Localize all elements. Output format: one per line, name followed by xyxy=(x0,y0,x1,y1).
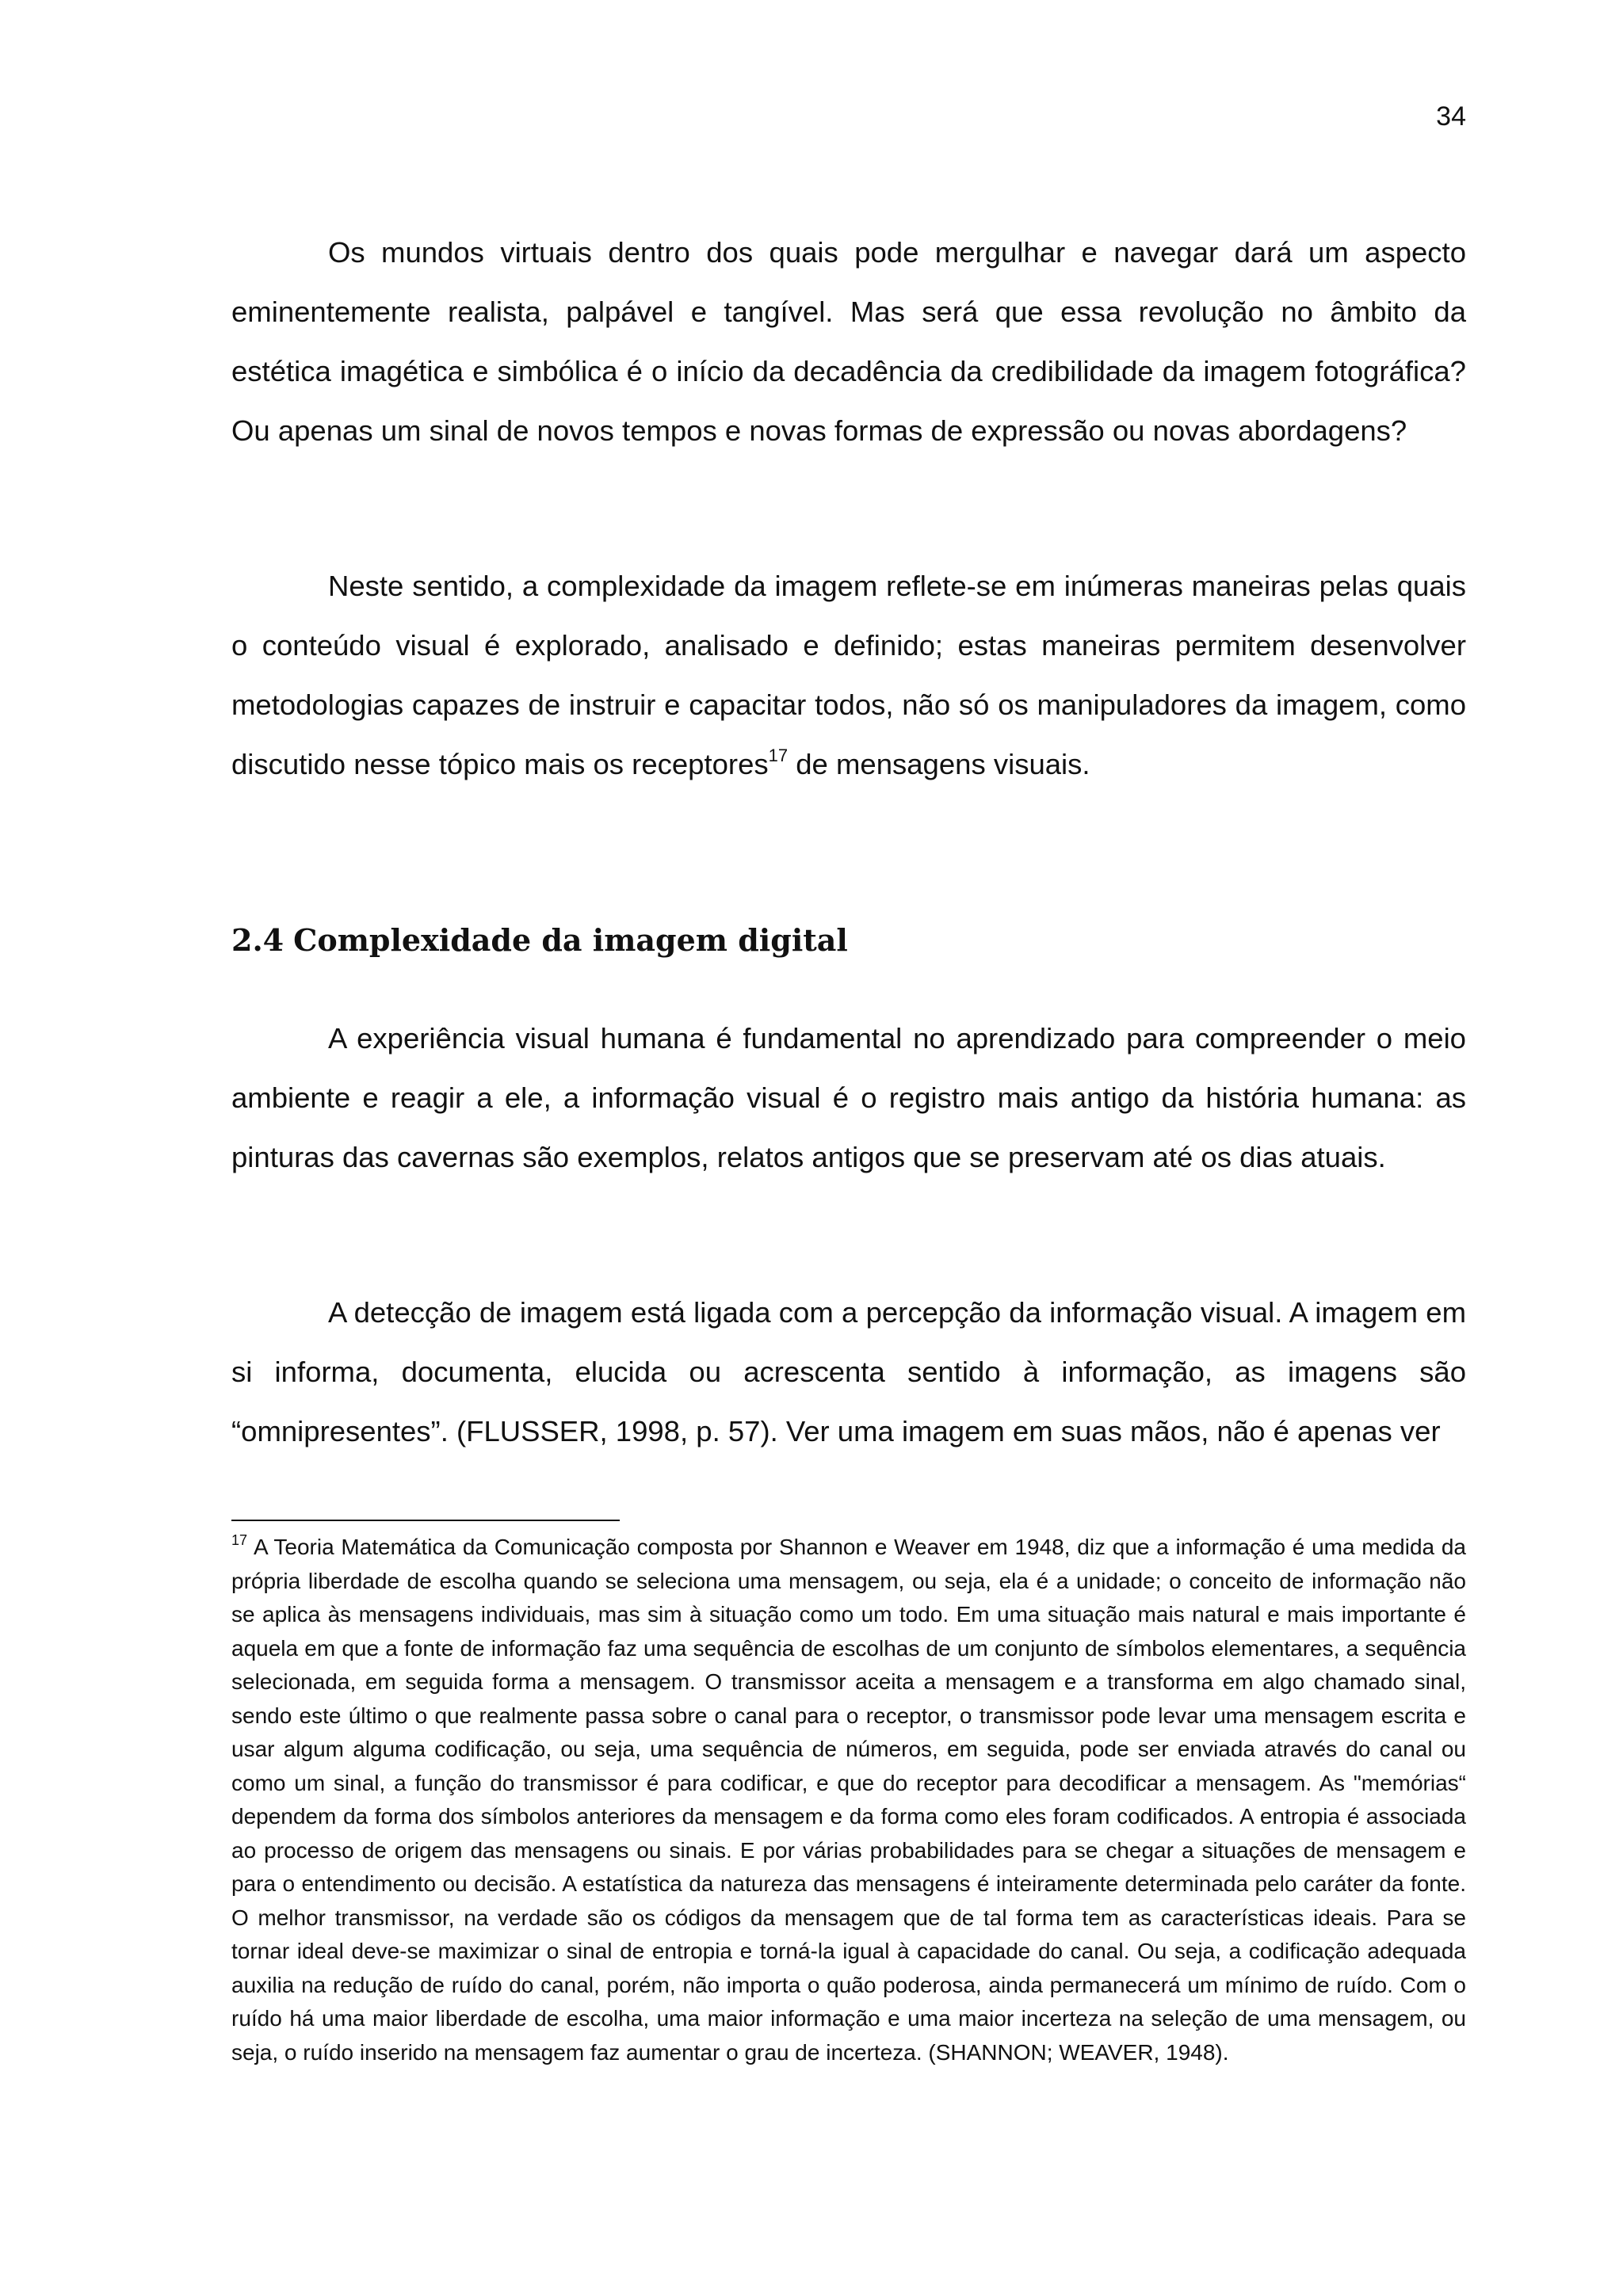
footnote xyxy=(231,1531,1466,2069)
body-paragraph: A experiência visual humana é fundamental no aprendizado para compreender o meio ambiente e reagir a ele, a informação visual é o registro mais antigo da história humana: as pinturas das cavernas são exemplos, relatos antigos que se preservam até os dias atuais. xyxy=(231,1022,1466,1173)
paragraph-text: de mensagens visuais. xyxy=(788,748,1090,780)
body-paragraph: A detecção de imagem está ligada com a percepção da informação visual. A imagem em si informa, documenta, elucida ou acrescenta sentido à informação, as imagens são “omnipresentes”. (FLUSSER, 1998, p. 57). Ver uma imagem em suas mãos, não é apenas ver xyxy=(231,1296,1466,1447)
section-title: Complexidade da imagem digital xyxy=(293,922,848,958)
section-heading xyxy=(231,923,848,958)
footnote-text: A Teoria Matemática da Comunicação composta por Shannon e Weaver em 1948, diz que a informação é uma medida da própria liberdade de escolha quando se seleciona uma mensagem, ou seja, ela é a unidade; o conceito de informação não se aplica às mensagens individuais, mas sim à situação como um todo. Em uma situação mais natural e mais importante é aquela em que a fonte de informação faz uma sequência de escolhas de um conjunto de símbolos elementares, a sequência selecionada, em seguida forma a mensagem. O transmissor aceita a mensagem e a transforma em algo chamado sinal, sendo este último o que realmente passa sobre o canal para o receptor, o transmissor pode levar uma mensagem escrita e usar algum alguma codificação, ou seja, uma sequência de números, em seguida, pode ser enviada através do canal ou como um sinal, a função do transmissor é para codificar, e que do receptor para decodificar a mensagem. As "memórias“ dependem da forma dos símbolos anteriores da mensagem e da forma como eles foram codificados. A entropia é associada ao processo de origem das mensagens ou sinais. E por várias probabilidades para se chegar a situações de mensagem e para o entendimento ou decisão. A estatística da natureza das mensagens é inteiramente determinada pelo caráter da fonte. O melhor transmissor, na verdade são os códigos da mensagem que de tal forma tem as características ideais. Para se tornar ideal deve-se maximizar o sinal de entropia e torná-la igual à capacidade do canal. Ou seja, a codificação adequada auxilia na redução de ruído do canal, porém, não importa o quão poderosa, ainda permanecerá um mínimo de ruído. Com o ruído há uma maior liberdade de escolha, uma maior informação e uma maior incerteza na seleção de uma mensagem, ou seja, o ruído inserido na mensagem faz aumentar o grau de incerteza. (SHANNON; WEAVER, 1948). xyxy=(231,1535,1466,2065)
paragraph-text: Neste sentido, a complexidade da imagem reflete-se em inúmeras maneiras pelas quais o conteúdo visual é explorado, analisado e definido; estas maneiras permitem desenvolver metodologias capazes de instruir e capacitar todos, não só os manipuladores da imagem, como discutido nesse tópico mais os receptores xyxy=(231,570,1466,780)
body-paragraph: Os mundos virtuais dentro dos quais pode mergulhar e navegar dará um aspecto eminentemente realista, palpável e tangível. Mas será que essa revolução no âmbito da estética imagética e simbólica é o início da decadência da credibilidade da imagem fotográfica? Ou apenas um sinal de novos tempos e novas formas de expressão ou novas abordagens? xyxy=(231,236,1466,447)
body-paragraph xyxy=(231,556,1466,794)
footnote-reference: 17 xyxy=(768,746,789,765)
section-number: 2.4 xyxy=(231,922,285,958)
footnote-marker: 17 xyxy=(231,1532,248,1548)
footnote-separator xyxy=(231,1520,620,1521)
page-number: 34 xyxy=(1436,101,1466,132)
